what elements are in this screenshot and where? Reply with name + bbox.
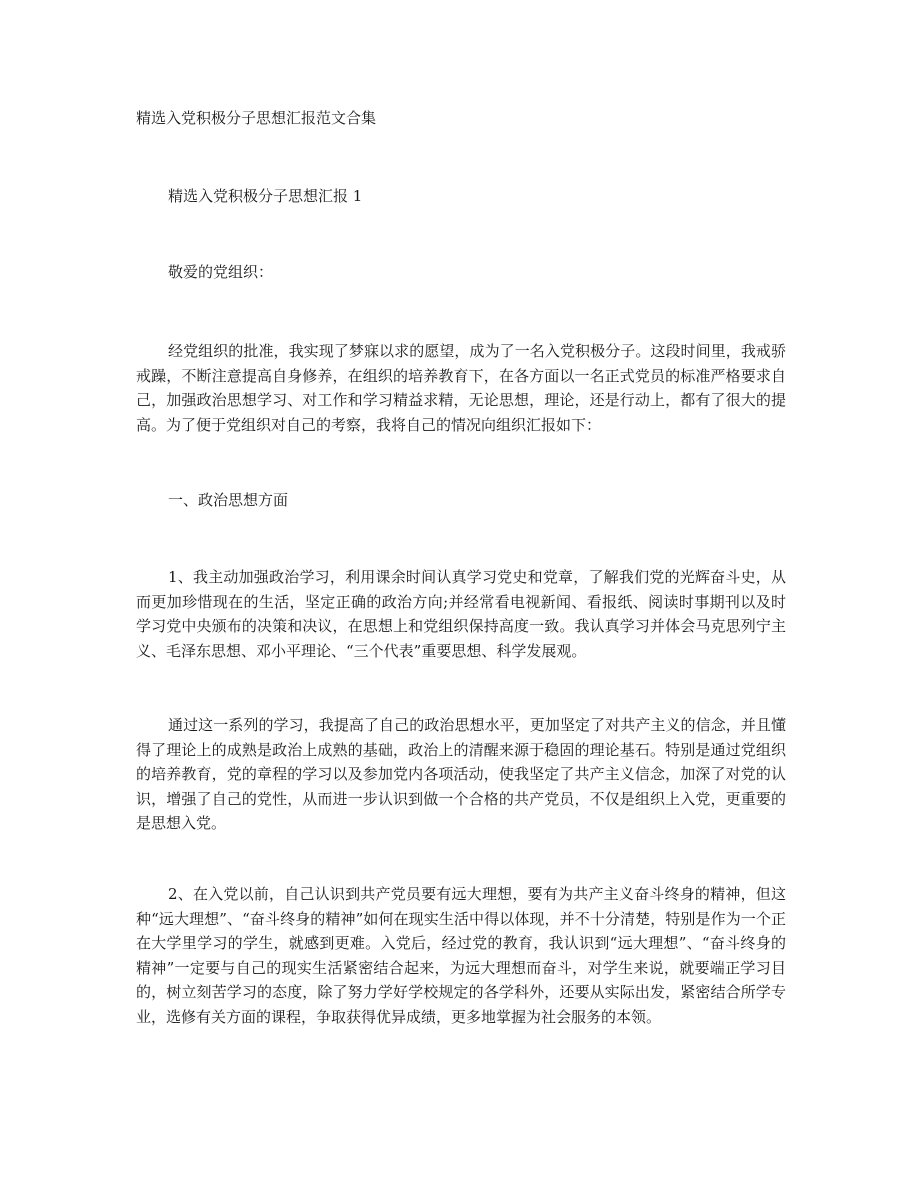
paragraph-point-2: 2、在入党以前，自己认识到共产党员要有远大理想，要有为共产主义奋斗终身的精神，但这种“远大理想”、“奋斗终身的精神”如何在现实生活中得以体现，并不十分清楚，特别是作为一个正在大学里学习的学生，就感到更难。入党后，经过党的教育，我认识到“远大理想”、“奋斗终身的精神”一定要与自己的现实生活紧密结合起来，为远大理想而奋斗，对学生来说，就要端正学习目的，树立刻苦学习的态度，除了努力学好学校规定的各学科外，还要从实际出发，紧密结合所学专业，选修有关方面的课程，争取获得优异成绩，更多地掌握为社会服务的本领。 xyxy=(136,885,786,1026)
salutation: 敬爱的党组织： xyxy=(168,263,274,281)
paragraph-point-1: 1、我主动加强政治学习，利用课余时间认真学习党史和党章，了解我们党的光辉奋斗史，从而更加珍惜现在的生活，坚定正确的政治方向;并经常看电视新闻、看报纸、阅读时事期刊以及时学习党中央颁布的决策和决议，在思想上和党组织保持高度一致。我认真学习并体会马克思列宁主义、毛泽东思想、邓小平理论、“三个代表”重要思想、科学发展观。 xyxy=(136,568,786,660)
heading-political-thought: 一、政治思想方面 xyxy=(168,491,289,509)
paragraph-intro: 经党组织的批准，我实现了梦寐以求的愿望，成为了一名入党积极分子。这段时间里，我戒骄戒躁，不断注意提高自身修养，在组织的培养教育下，在各方面以一名正式党员的标准严格要求自己，加强政治思想学习、对工作和学习精益求精，无论思想，理论，还是行动上，都有了很大的提高。为了便于党组织对自己的考察，我将自己的情况向组织汇报如下： xyxy=(136,342,786,434)
document-title: 精选入党积极分子思想汇报范文合集 xyxy=(136,109,377,127)
paragraph-study-result: 通过这一系列的学习，我提高了自己的政治思想水平，更加坚定了对共产主义的信念，并且懂得了理论上的成熟是政治上成熟的基础，政治上的清醒来源于稳固的理论基石。特别是通过党组织的培养教育，党的章程的学习以及参加党内各项活动，使我坚定了共产主义信念，加深了对党的认识，增强了自己的党性，从而进一步认识到做一个合格的共产党员，不仅是组织上入党，更重要的是思想入党。 xyxy=(136,716,786,832)
section-title: 精选入党积极分子思想汇报 1 xyxy=(168,187,363,205)
